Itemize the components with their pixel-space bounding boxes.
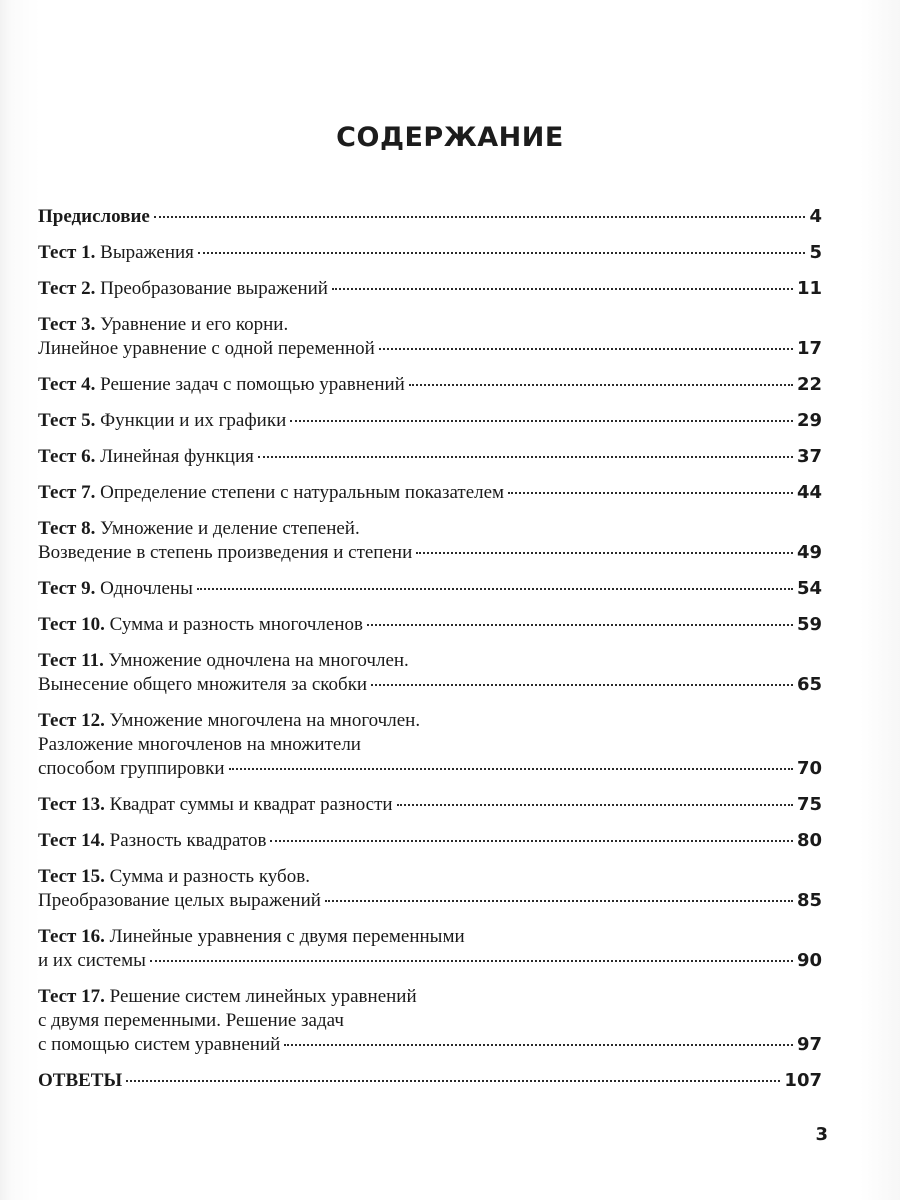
toc-line [38,1009,822,1033]
toc-line [38,829,822,853]
toc-line [38,577,822,601]
toc-title-text: способом группировки [38,758,225,779]
dot-leader [126,1080,780,1082]
toc-page-number[interactable]: 54 [796,578,822,599]
toc-label [38,925,465,949]
toc-test-number: Тест 6. [38,446,96,467]
toc-label [38,277,328,301]
toc-test-number: Тест 10. [38,614,105,635]
toc-label [38,1009,344,1033]
toc-page-number[interactable]: 5 [809,242,822,263]
toc-title-text: Преобразование целых выражений [38,890,321,911]
toc-line [38,481,822,505]
toc-entry [38,985,822,1057]
toc-title-text: Линейные уравнения с двумя переменными [109,926,465,947]
dot-leader [379,348,793,350]
toc-test-number: Тест 7. [38,482,96,503]
toc-title-text: Определение степени с натуральным показателем [100,482,505,503]
toc-line [38,949,822,973]
toc-label [38,613,363,637]
toc-label [38,649,409,673]
page-title: СОДЕРЖАНИЕ [336,122,564,153]
toc-title-text: Разность квадратов [109,830,267,851]
toc-title-text: Функции и их графики [100,410,287,431]
toc-label [38,889,321,913]
toc-label [38,985,417,1009]
toc-entry [38,517,822,565]
toc-label [38,409,286,433]
toc-page-number[interactable]: 49 [796,542,822,563]
toc-line [38,889,822,913]
toc-line [38,925,822,949]
toc-label [38,1033,280,1057]
toc-entry [38,313,822,361]
toc-test-number: Тест 13. [38,794,105,815]
toc-page-number[interactable]: 107 [784,1070,822,1091]
dot-leader [508,492,793,494]
toc-test-number: Тест 5. [38,410,96,431]
toc-title-text: Решение систем линейных уравнений [109,986,417,1007]
toc-test-number: Тест 1. [38,242,96,263]
toc-entry [38,793,822,817]
toc-line [38,1033,822,1057]
toc-title-text: Линейное уравнение с одной переменной [38,338,375,359]
toc-label [38,577,193,601]
toc-entry [38,481,822,505]
toc-title-text: Уравнение и его корни. [100,314,289,335]
toc-label [38,673,367,697]
dot-leader [416,552,793,554]
dot-leader [367,624,793,626]
toc-line [38,709,822,733]
toc-title-text: Предисловие [38,206,150,227]
dot-leader [198,252,806,254]
toc-test-number: Тест 15. [38,866,105,887]
toc-test-number: Тест 11. [38,650,104,671]
toc-test-number: Тест 16. [38,926,105,947]
toc-page-number[interactable]: 44 [796,482,822,503]
toc-entry [38,577,822,601]
toc-label [38,241,194,265]
toc-page-number[interactable]: 80 [796,830,822,851]
toc-page-number[interactable]: 37 [796,446,822,467]
toc-page-number[interactable]: 85 [796,890,822,911]
toc-label [38,445,254,469]
toc-label [38,829,266,853]
dot-leader [284,1044,793,1046]
toc-entry [38,709,822,781]
toc-page-number[interactable]: 17 [796,338,822,359]
toc-label [38,481,504,505]
toc-title-text: ОТВЕТЫ [38,1070,123,1091]
toc-line [38,337,822,361]
toc-test-number: Тест 3. [38,314,96,335]
toc-line [38,313,822,337]
toc-line [38,241,822,265]
toc-line [38,541,822,565]
toc-title-text: Умножение и деление степеней. [100,518,360,539]
toc-entry [38,241,822,265]
toc-page-number[interactable]: 75 [796,794,822,815]
toc-line [38,673,822,697]
toc-label [38,337,375,361]
toc-page-number[interactable]: 59 [796,614,822,635]
toc-label [38,865,310,889]
toc-test-number: Тест 9. [38,578,96,599]
toc-label [38,793,393,817]
toc-line [38,985,822,1009]
toc-test-number: Тест 12. [38,710,105,731]
dot-leader [229,768,793,770]
toc-entry [38,205,822,229]
toc-title-text: Решение задач с помощью уравнений [100,374,405,395]
toc-label [38,373,405,397]
dot-leader [397,804,793,806]
dot-leader [332,288,793,290]
dot-leader [270,840,792,842]
toc-page-number[interactable]: 97 [796,1034,822,1055]
toc-label [38,313,288,337]
toc-label [38,1069,122,1093]
toc-test-number: Тест 8. [38,518,96,539]
toc-line [38,757,822,781]
toc-label [38,517,360,541]
toc-label [38,757,225,781]
toc-label [38,949,146,973]
toc-title-text: Выражения [100,242,194,263]
toc-line [38,373,822,397]
toc-line [38,445,822,469]
toc-title-text: и их системы [38,950,146,971]
toc-label [38,205,150,229]
toc-line [38,733,822,757]
toc-line [38,649,822,673]
toc-page-number[interactable]: 65 [796,674,822,695]
toc-line [38,205,822,229]
toc-entry [38,829,822,853]
toc-title-text: Одночлены [100,578,193,599]
toc-label [38,709,420,733]
toc-entry [38,445,822,469]
table-of-contents [38,205,822,1105]
dot-leader [409,384,793,386]
toc-entry [38,613,822,637]
toc-title-text: Сумма и разность многочленов [109,614,363,635]
dot-leader [290,420,793,422]
toc-page-number[interactable]: 22 [796,374,822,395]
toc-entry [38,409,822,433]
dot-leader [258,456,793,458]
toc-line [38,277,822,301]
toc-title-text: с двумя переменными. Решение задач [38,1010,344,1031]
dot-leader [150,960,793,962]
dot-leader [154,216,806,218]
toc-entry [38,649,822,697]
toc-test-number: Тест 2. [38,278,96,299]
toc-page-number[interactable]: 29 [796,410,822,431]
toc-line [38,517,822,541]
toc-test-number: Тест 17. [38,986,105,1007]
toc-test-number: Тест 4. [38,374,96,395]
toc-test-number: Тест 14. [38,830,105,851]
toc-page-number[interactable]: 11 [796,278,822,299]
toc-title-text: Разложение многочленов на множители [38,734,361,755]
toc-entry [38,277,822,301]
toc-entry [38,865,822,913]
dot-leader [325,900,793,902]
toc-title-text: Преобразование выражений [100,278,328,299]
toc-title-text: Сумма и разность кубов. [109,866,310,887]
toc-page-number[interactable]: 90 [796,950,822,971]
toc-title-text: Умножение одночлена на многочлен. [108,650,409,671]
toc-page-number[interactable]: 4 [809,206,822,227]
toc-title-text: с помощью систем уравнений [38,1034,281,1055]
toc-line [38,409,822,433]
page-number: 3 [815,1124,828,1145]
toc-line [38,1069,822,1093]
dot-leader [197,588,793,590]
toc-title-text: Квадрат суммы и квадрат разности [109,794,393,815]
toc-title-text: Линейная функция [100,446,254,467]
dot-leader [371,684,793,686]
toc-title-text: Умножение многочлена на многочлен. [109,710,421,731]
toc-line [38,865,822,889]
toc-title-text: Возведение в степень произведения и степени [38,542,413,563]
toc-entry [38,1069,822,1093]
toc-line [38,793,822,817]
toc-page-number[interactable]: 70 [796,758,822,779]
toc-entry [38,373,822,397]
toc-title-text: Вынесение общего множителя за скобки [38,674,368,695]
toc-entry [38,925,822,973]
toc-line [38,613,822,637]
toc-label [38,733,361,757]
toc-label [38,541,412,565]
